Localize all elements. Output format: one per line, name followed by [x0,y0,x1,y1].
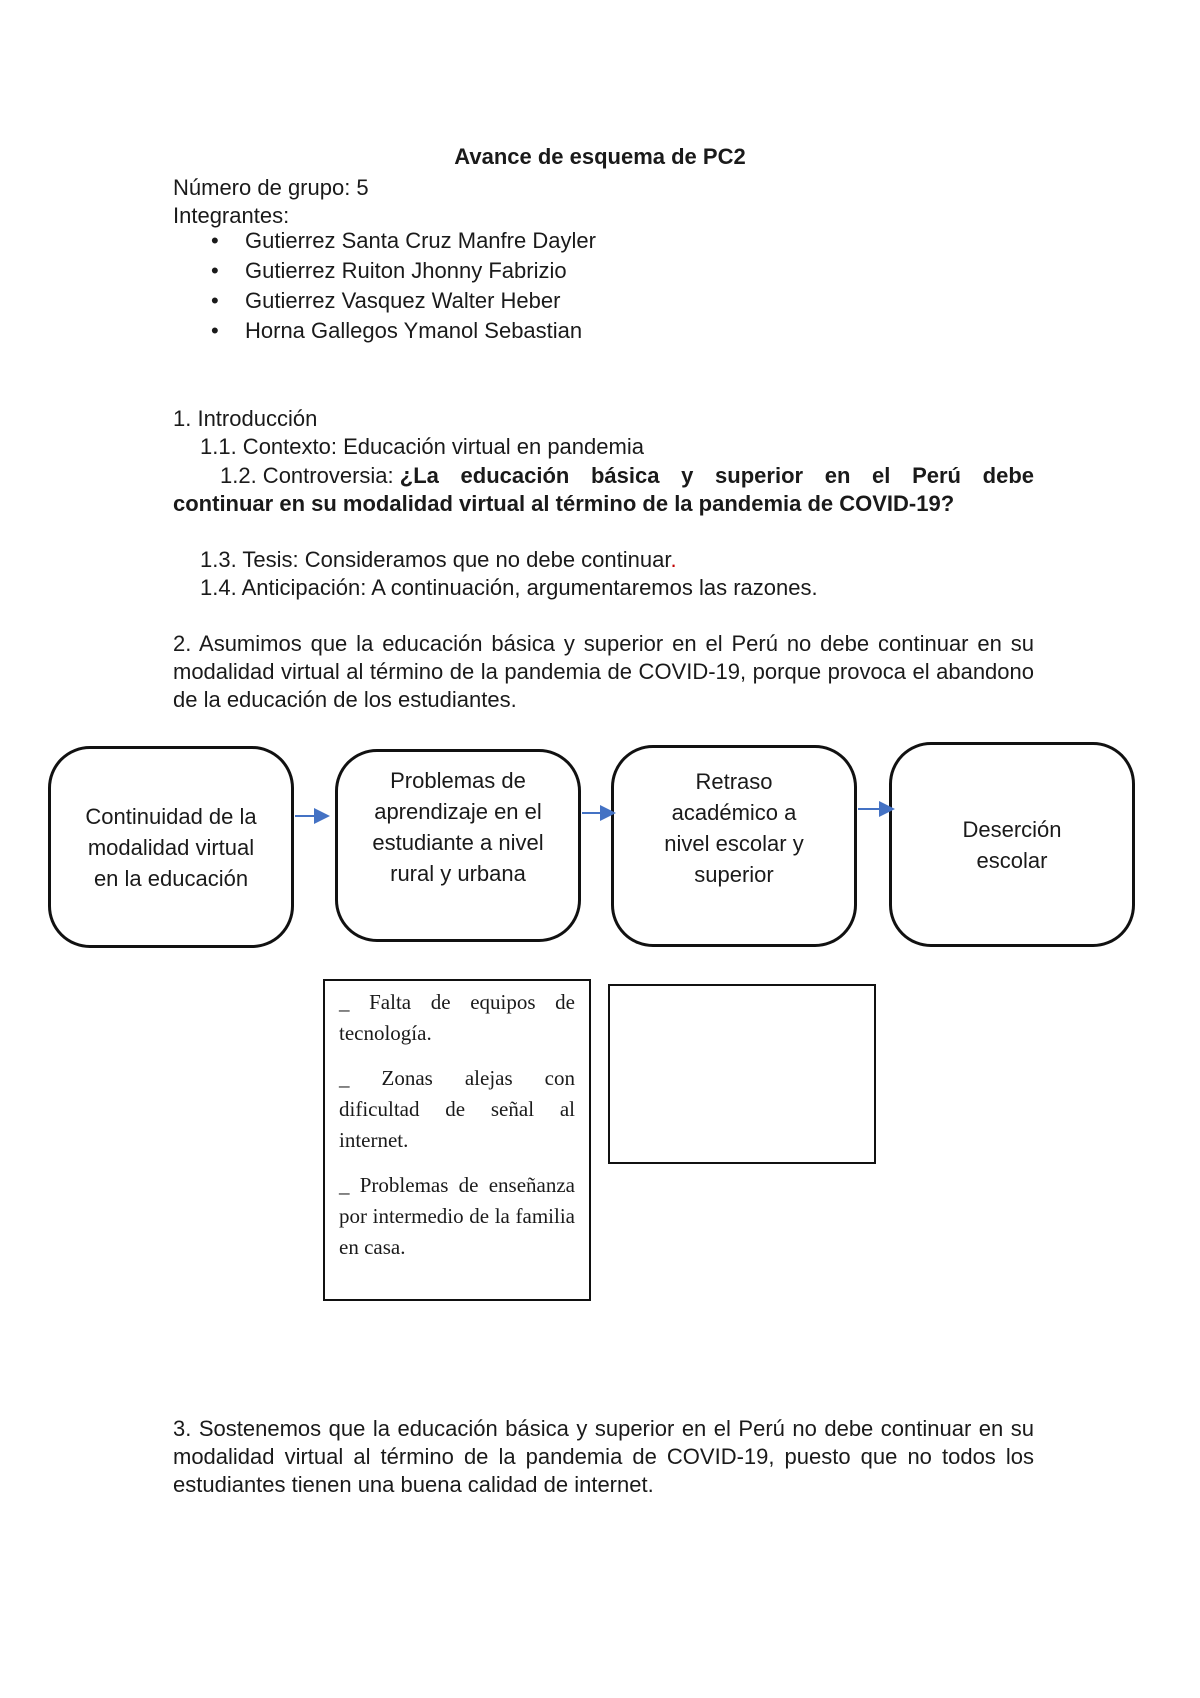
diagram-box-continuity: Continuidad de la modalidad virtual en la educación [48,746,294,948]
group-number: Número de grupo: 5 [173,175,369,200]
member-item: • Horna Gallegos Ymanol Sebastian [205,316,596,346]
diagram-box-dropout: Deserción escolar [889,742,1135,947]
section-introduction: 1. Introducción [173,406,318,431]
argument-3: 3. Sostenemos que la educación básica y superior en el Perú no debe continuar en su modalidad virtual al término de la pandemia de COVID-19, puesto que no todos los estudiantes tienen una buena calidad de internet. [173,1416,1034,1497]
context-line: 1.1. Contexto: Educación virtual en pandemia [200,434,644,459]
note-item: _ Falta de equipos de tecnología. [339,990,575,1045]
member-item: • Gutierrez Vasquez Walter Heber [205,286,596,316]
controversy-question-rest: continuar en su modalidad virtual al término de la pandemia de COVID-19? [173,491,955,516]
diagram-box-learning-problems: Problemas de aprendizaje en el estudiante a nivel rural y urbana [335,749,581,942]
argument-2: 2. Asumimos que la educación básica y superior en el Perú no debe continuar en su modalidad virtual al término de la pandemia de COVID-19, porque provoca el abandono de la educación de los estudiantes. [173,631,1034,712]
thesis-line [200,546,677,574]
member-item: • Gutierrez Ruiton Jhonny Fabrizio [205,256,596,286]
anticipation-line: 1.4. Anticipación: A continuación, argumentaremos las razones. [200,575,818,600]
thesis-period: . [670,547,677,572]
diagram-box-academic-delay: Retraso académico a nivel escolar y superior [611,745,857,947]
empty-notes-box [608,984,876,1164]
detail-notes-box [323,979,591,1301]
members-label: Integrantes: [173,203,290,228]
note-item: _ Zonas alejas con dificultad de señal al internet. [339,1066,575,1152]
members-list [205,226,596,346]
controversy-label: 1.2. Controversia: [220,463,400,488]
member-item: • Gutierrez Santa Cruz Manfre Dayler [205,226,596,256]
controversy-line [220,462,1034,490]
controversy-question-start: ¿La educación básica y superior en el Perú debe [399,463,1034,488]
note-item: _ Problemas de enseñanza por intermedio de la familia en casa. [339,1173,575,1259]
document-title: Avance de esquema de PC2 [454,144,746,169]
thesis-text: 1.3. Tesis: Consideramos que no debe continuar [200,547,671,572]
